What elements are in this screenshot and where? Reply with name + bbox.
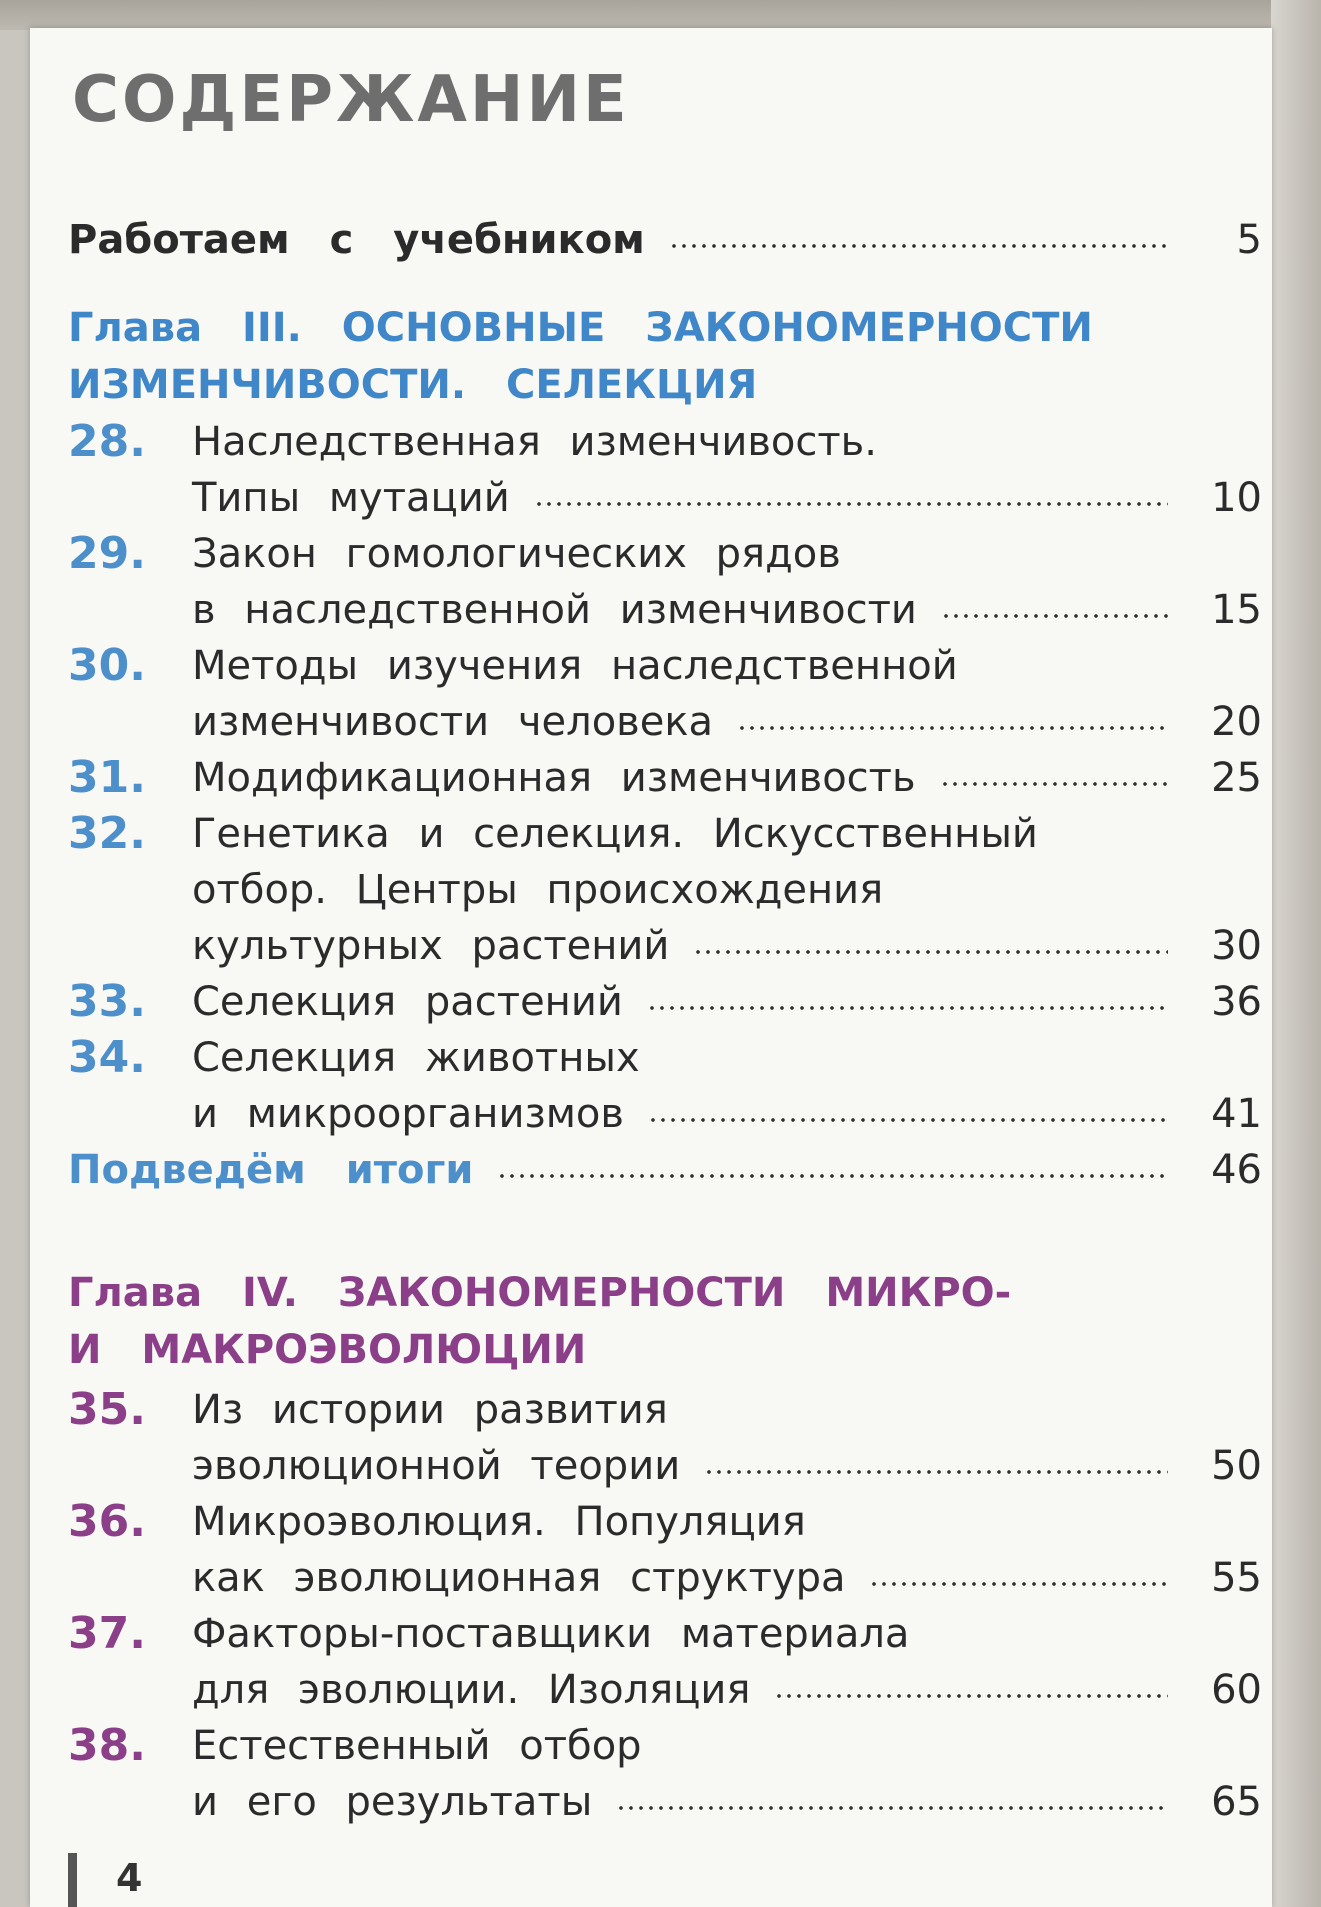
section-number: 31.: [68, 752, 146, 803]
section-title-line1: Генетика и селекция. Искусственный: [192, 811, 1038, 857]
toc-entry-32[interactable]: [68, 802, 1262, 858]
toc-entry-37-cont[interactable]: [68, 1658, 1262, 1714]
section-number: 30.: [68, 640, 146, 691]
section-number: 28.: [68, 416, 146, 467]
page-number: 4: [116, 1856, 143, 1900]
toc-entry-34-cont[interactable]: [68, 1082, 1262, 1138]
leader-dots: [704, 1468, 1168, 1476]
toc-entry-31[interactable]: [68, 746, 1262, 802]
chapter-heading-line1: Глава III. ОСНОВНЫЕ ЗАКОНОМЕРНОСТИ: [68, 305, 1093, 351]
leader-dots: [534, 500, 1168, 508]
leader-dots: [940, 780, 1168, 788]
section-number: 36.: [68, 1496, 146, 1547]
section-title-line1: Методы изучения наследственной: [192, 643, 958, 689]
toc-entry-30[interactable]: [68, 634, 1262, 690]
section-page: 30: [1211, 923, 1262, 969]
section-title-line1: Закон гомологических рядов: [192, 531, 841, 577]
toc-entry-32-cont2[interactable]: [68, 914, 1262, 970]
section-number: 38.: [68, 1720, 146, 1771]
page-number-bar: [68, 1853, 77, 1907]
toc-entry-page: 5: [1236, 217, 1262, 263]
leader-dots: [774, 1692, 1168, 1700]
toc-entry-28[interactable]: [68, 410, 1262, 466]
toc-entry-29[interactable]: [68, 522, 1262, 578]
toc-entry-30-cont[interactable]: [68, 690, 1262, 746]
toc-entry-37[interactable]: [68, 1602, 1262, 1658]
section-page: 41: [1211, 1091, 1262, 1137]
section-page: 50: [1211, 1443, 1262, 1489]
leader-dots: [869, 1580, 1168, 1588]
leader-dots: [941, 612, 1168, 620]
section-title-line2: как эволюционная структура: [192, 1555, 846, 1601]
section-page: 15: [1211, 587, 1262, 633]
leader-dots: [693, 948, 1168, 956]
section-number: 35.: [68, 1384, 146, 1435]
section-title-line2: Типы мутаций: [192, 475, 510, 521]
section-title-line2: эволюционной теории: [192, 1443, 681, 1489]
chapter-heading-line1: Глава IV. ЗАКОНОМЕРНОСТИ МИКРО-: [68, 1270, 1012, 1316]
textbook-page: [30, 28, 1272, 1907]
toc-entry-35[interactable]: [68, 1378, 1262, 1434]
section-number: 29.: [68, 528, 146, 579]
section-title-line1: Естественный отбор: [192, 1723, 642, 1769]
toc-entry-38[interactable]: [68, 1714, 1262, 1770]
toc-entry-36-cont[interactable]: [68, 1546, 1262, 1602]
toc-entry-29-cont[interactable]: [68, 578, 1262, 634]
section-title-line1: Микроэволюция. Популяция: [192, 1499, 806, 1545]
section-title-line1: Модификационная изменчивость: [192, 755, 916, 801]
page-title: СОДЕРЖАНИЕ: [72, 63, 630, 137]
section-title-line2: и микроорганизмов: [192, 1091, 624, 1137]
toc-entry-35-cont[interactable]: [68, 1434, 1262, 1490]
section-page: 55: [1211, 1555, 1262, 1601]
leader-dots: [737, 724, 1168, 732]
leader-dots: [497, 1172, 1168, 1180]
leader-dots: [648, 1116, 1168, 1124]
section-page: 60: [1211, 1667, 1262, 1713]
leader-dots: [669, 242, 1168, 250]
book-binding-edge: [1271, 0, 1321, 1907]
section-title-line2: для эволюции. Изоляция: [192, 1667, 751, 1713]
section-title-line1: Факторы-поставщики материала: [192, 1611, 910, 1657]
leader-dots: [616, 1804, 1168, 1812]
page-top-edge: [0, 0, 1321, 30]
summary-label: Подведём итоги: [68, 1147, 474, 1193]
section-title-line2: изменчивости человека: [192, 699, 714, 745]
toc-entry-label: Работаем с учебником: [68, 217, 645, 263]
section-number: 37.: [68, 1608, 146, 1659]
section-page: 10: [1211, 475, 1262, 521]
section-title-line1: Наследственная изменчивость.: [192, 419, 877, 465]
section-number: 34.: [68, 1032, 146, 1083]
toc-entry-intro[interactable]: [68, 208, 1262, 264]
toc-entry-33[interactable]: [68, 970, 1262, 1026]
section-title-line2: отбор. Центры происхождения: [192, 867, 884, 913]
section-number: 32.: [68, 808, 146, 859]
section-page: 25: [1211, 755, 1262, 801]
toc-entry-34[interactable]: [68, 1026, 1262, 1082]
toc-entry-32-cont[interactable]: [68, 858, 1262, 914]
toc-entry-28-cont[interactable]: [68, 466, 1262, 522]
section-title-line1: Селекция растений: [192, 979, 623, 1025]
section-title-line2: и его результаты: [192, 1779, 593, 1825]
section-page: 20: [1211, 699, 1262, 745]
toc-entry-38-cont[interactable]: [68, 1770, 1262, 1826]
chapter-heading-line2: И МАКРОЭВОЛЮЦИИ: [68, 1327, 587, 1373]
toc-entry-summary[interactable]: [68, 1138, 1262, 1194]
section-page: 36: [1211, 979, 1262, 1025]
section-title-line1: Селекция животных: [192, 1035, 640, 1081]
section-title-line1: Из истории развития: [192, 1387, 668, 1433]
section-title-line2: в наследственной изменчивости: [192, 587, 917, 633]
summary-page: 46: [1211, 1147, 1262, 1193]
section-title-line3: культурных растений: [192, 923, 670, 969]
section-number: 33.: [68, 976, 146, 1027]
chapter-heading-line2: ИЗМЕНЧИВОСТИ. СЕЛЕКЦИЯ: [68, 362, 758, 408]
section-page: 65: [1211, 1779, 1262, 1825]
toc-entry-36[interactable]: [68, 1490, 1262, 1546]
leader-dots: [647, 1004, 1168, 1012]
